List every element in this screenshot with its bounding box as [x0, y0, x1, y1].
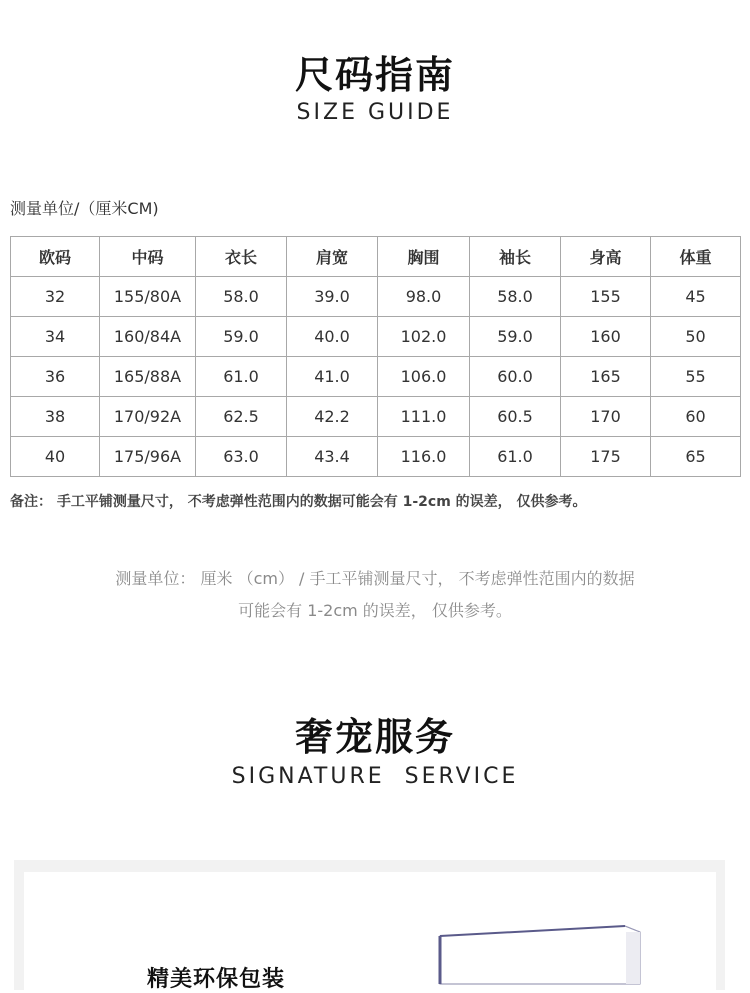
table-cell: 62.5	[196, 397, 287, 437]
table-cell: 40	[11, 437, 100, 477]
table-cell: 175/96A	[100, 437, 196, 477]
table-cell: 170	[561, 397, 651, 437]
table-cell: 43.4	[287, 437, 378, 477]
table-cell: 45	[651, 277, 741, 317]
column-header: 胸围	[378, 237, 470, 277]
table-cell: 58.0	[196, 277, 287, 317]
size-guide-title: 尺码指南	[294, 53, 455, 97]
table-cell: 65	[651, 437, 741, 477]
table-cell: 60	[651, 397, 741, 437]
measurement-unit-label: 测量单位/（厘米CM)	[10, 199, 159, 218]
table-row	[11, 437, 741, 477]
table-cell: 34	[11, 317, 100, 357]
table-cell: 38	[11, 397, 100, 437]
column-header: 肩宽	[287, 237, 378, 277]
table-cell: 61.0	[470, 437, 561, 477]
table-cell: 165	[561, 357, 651, 397]
column-header: 欧码	[11, 237, 100, 277]
table-cell: 36	[11, 357, 100, 397]
measurement-note: 备注： 手工平铺测量尺寸， 不考虑弹性范围内的数据可能会有 1-2cm 的误差， 仅供参考。	[10, 494, 587, 510]
table-row	[11, 317, 741, 357]
packaging-heading: 精美环保包装	[147, 967, 286, 992]
table-cell: 32	[11, 277, 100, 317]
table-cell: 63.0	[196, 437, 287, 477]
table-cell: 165/88A	[100, 357, 196, 397]
table-cell: 155/80A	[100, 277, 196, 317]
column-header: 中码	[100, 237, 196, 277]
table-cell: 60.0	[470, 357, 561, 397]
table-cell: 58.0	[470, 277, 561, 317]
size-table	[10, 236, 741, 477]
table-cell: 39.0	[287, 277, 378, 317]
table-row	[11, 357, 741, 397]
table-cell: 102.0	[378, 317, 470, 357]
table-cell: 59.0	[196, 317, 287, 357]
table-cell: 155	[561, 277, 651, 317]
table-cell: 160/84A	[100, 317, 196, 357]
gray-note-line-2: 可能会有 1-2cm 的误差， 仅供参考。	[238, 601, 512, 620]
table-cell: 111.0	[378, 397, 470, 437]
table-row	[11, 397, 741, 437]
table-cell: 42.2	[287, 397, 378, 437]
gray-note-line-1: 测量单位： 厘米 （cm） / 手工平铺测量尺寸， 不考虑弹性范围内的数据	[115, 569, 635, 588]
table-cell: 50	[651, 317, 741, 357]
table-cell: 98.0	[378, 277, 470, 317]
table-cell: 116.0	[378, 437, 470, 477]
table-cell: 61.0	[196, 357, 287, 397]
service-subtitle: SIGNATURE SERVICE	[231, 764, 519, 789]
table-cell: 59.0	[470, 317, 561, 357]
table-header-row	[11, 237, 741, 277]
table-cell: 160	[561, 317, 651, 357]
column-header: 衣长	[196, 237, 287, 277]
size-guide-subtitle: SIZE GUIDE	[296, 100, 454, 125]
column-header: 身高	[561, 237, 651, 277]
table-cell: 60.5	[470, 397, 561, 437]
service-title: 奢宠服务	[294, 715, 455, 759]
table-row	[11, 277, 741, 317]
table-cell: 40.0	[287, 317, 378, 357]
column-header: 体重	[651, 237, 741, 277]
table-cell: 41.0	[287, 357, 378, 397]
table-cell: 55	[651, 357, 741, 397]
table-cell: 175	[561, 437, 651, 477]
table-cell: 170/92A	[100, 397, 196, 437]
table-cell: 106.0	[378, 357, 470, 397]
column-header: 袖长	[470, 237, 561, 277]
gift-box-image	[440, 924, 640, 984]
